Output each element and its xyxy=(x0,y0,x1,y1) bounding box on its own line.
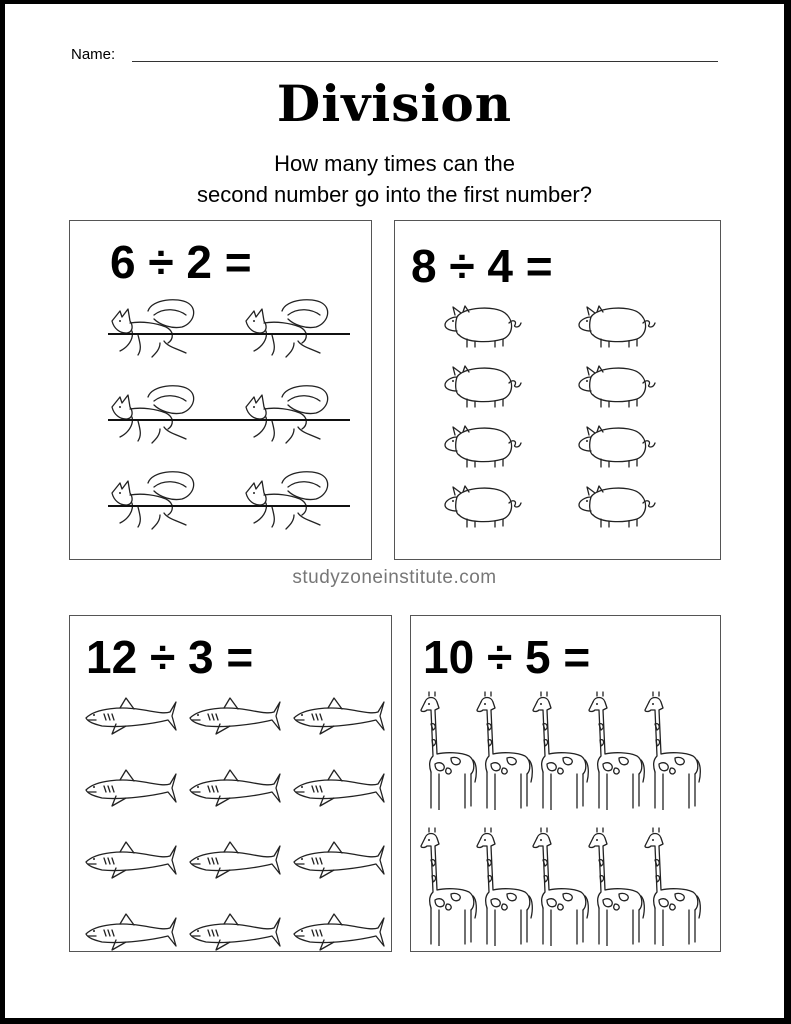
animal-grid-2 xyxy=(395,221,719,558)
shark-icon xyxy=(82,768,178,808)
pig-icon xyxy=(439,421,525,469)
shark-icon xyxy=(186,912,282,952)
fox-icon xyxy=(108,297,204,359)
worksheet-page xyxy=(5,4,784,1018)
name-line[interactable] xyxy=(132,61,718,62)
giraffe-icon xyxy=(641,690,703,810)
shark-icon xyxy=(290,768,386,808)
shark-icon xyxy=(82,840,178,880)
animal-grid-1 xyxy=(70,221,370,558)
pig-icon xyxy=(439,361,525,409)
shark-icon xyxy=(290,912,386,952)
pig-icon xyxy=(573,301,659,349)
equation-2: 8 ÷ 4 = xyxy=(411,240,553,292)
name-label: Name: xyxy=(71,46,116,63)
giraffe-icon xyxy=(641,826,703,946)
shark-icon xyxy=(186,696,282,736)
grouping-line xyxy=(108,333,350,335)
worksheet-title: Division xyxy=(276,74,513,133)
watermark: studyzoneinstitute.com xyxy=(292,567,497,588)
fox-icon xyxy=(242,383,338,445)
giraffe-icon xyxy=(585,690,647,810)
fox-icon xyxy=(242,469,338,531)
instructions-line-2: second number go into the first number? xyxy=(196,182,592,207)
grouping-line xyxy=(108,419,350,421)
animal-grid-3 xyxy=(70,616,390,950)
giraffe-icon xyxy=(529,690,591,810)
shark-icon xyxy=(82,912,178,952)
equation-3: 12 ÷ 3 = xyxy=(86,631,254,683)
giraffe-icon xyxy=(473,826,535,946)
problem-box-2 xyxy=(394,220,721,560)
pig-icon xyxy=(439,481,525,529)
problem-box-4 xyxy=(410,615,721,952)
shark-icon xyxy=(186,768,282,808)
giraffe-icon xyxy=(529,826,591,946)
shark-icon xyxy=(186,840,282,880)
equation-4: 10 ÷ 5 = xyxy=(423,631,591,683)
giraffe-icon xyxy=(417,826,479,946)
instructions-line-1: How many times can the xyxy=(274,151,515,176)
giraffe-icon xyxy=(473,690,535,810)
problem-box-1 xyxy=(69,220,372,560)
pig-icon xyxy=(439,301,525,349)
problem-box-3 xyxy=(69,615,392,952)
shark-icon xyxy=(290,840,386,880)
giraffe-icon xyxy=(585,826,647,946)
equation-1: 6 ÷ 2 = xyxy=(110,236,252,288)
pig-icon xyxy=(573,361,659,409)
giraffe-icon xyxy=(417,690,479,810)
grouping-line xyxy=(108,505,350,507)
animal-grid-4 xyxy=(411,616,719,950)
pig-icon xyxy=(573,421,659,469)
fox-icon xyxy=(108,383,204,445)
fox-icon xyxy=(242,297,338,359)
instructions xyxy=(5,148,784,210)
fox-icon xyxy=(108,469,204,531)
pig-icon xyxy=(573,481,659,529)
shark-icon xyxy=(290,696,386,736)
shark-icon xyxy=(82,696,178,736)
